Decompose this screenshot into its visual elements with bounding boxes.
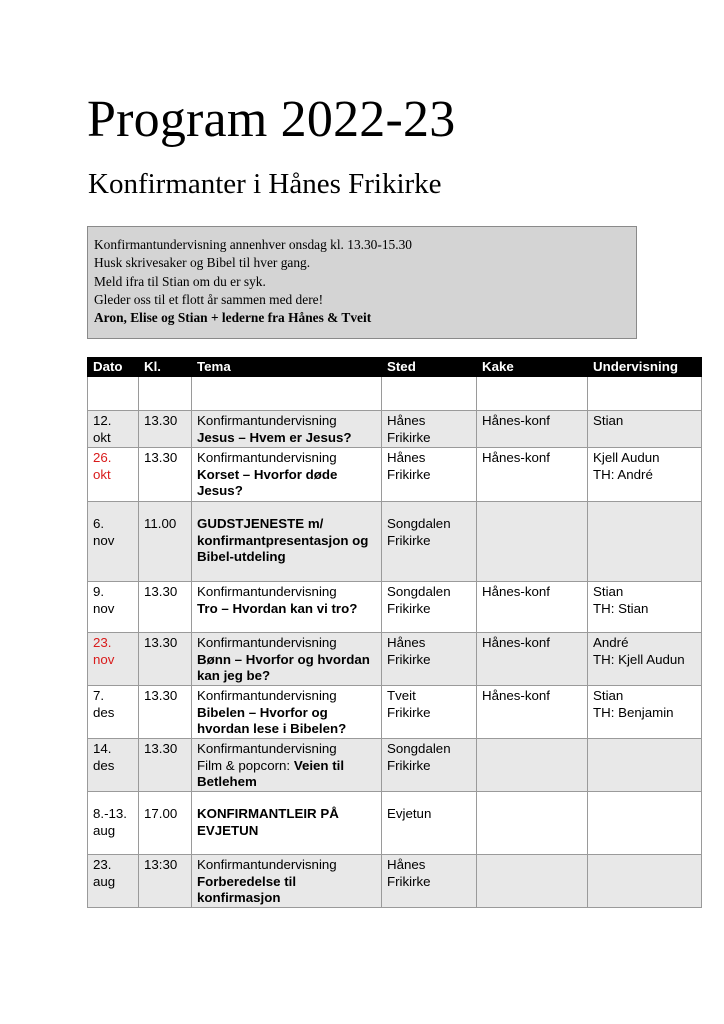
program-table <box>87 357 702 908</box>
cell-time <box>139 377 192 411</box>
table-row <box>88 686 702 739</box>
cell-kake <box>477 739 588 792</box>
table-row <box>88 502 702 582</box>
cell-time: 13.30 <box>139 411 192 448</box>
cell-time: 13.30 <box>139 633 192 686</box>
table-row <box>88 633 702 686</box>
cell-time: 13.30 <box>139 582 192 633</box>
info-signature: Aron, Elise og Stian + lederne fra Hånes & Tveit <box>94 310 372 326</box>
cell-date: 8.-13. aug <box>88 792 139 855</box>
cell-date: 7. des <box>88 686 139 739</box>
cell-tema: KONFIRMANTLEIR PÅ EVJETUN <box>192 792 382 855</box>
info-line: Konfirmantundervisning annenhver onsdag kl. 13.30-15.30 <box>94 237 412 252</box>
cell-kake: Hånes-konf <box>477 411 588 448</box>
page-title: Program 2022-23 <box>87 91 456 148</box>
info-box <box>87 226 637 339</box>
cell-time: 17.00 <box>139 792 192 855</box>
cell-undervisning: Stian TH: Benjamin <box>588 686 702 739</box>
page-subtitle: Konfirmanter i Hånes Frikirke <box>88 168 442 200</box>
cell-undervisning: Kjell Audun TH: André <box>588 448 702 502</box>
table-header-row <box>88 358 702 377</box>
cell-date: 6. nov <box>88 502 139 582</box>
cell-undervisning <box>588 739 702 792</box>
cell-date: 14. des <box>88 739 139 792</box>
table-row <box>88 411 702 448</box>
cell-kake <box>477 502 588 582</box>
cell-time: 13.30 <box>139 686 192 739</box>
cell-sted: Evjetun <box>382 792 477 855</box>
table-row <box>88 582 702 633</box>
cell-undervisning <box>588 855 702 908</box>
cell-tema: GUDSTJENESTE m/ konfirmantpresentasjon og Bibel-utdeling <box>192 502 382 582</box>
cell-tema: Konfirmantundervisning Jesus – Hvem er Jesus? <box>192 411 382 448</box>
cell-tema: Konfirmantundervisning Korset – Hvorfor døde Jesus? <box>192 448 382 502</box>
cell-tema: Konfirmantundervisning Film & popcorn: Veien til Betlehem <box>192 739 382 792</box>
column-header-tema: Tema <box>192 358 382 377</box>
cell-sted: Tveit Frikirke <box>382 686 477 739</box>
cell-kake <box>477 377 588 411</box>
cell-sted: Hånes Frikirke <box>382 855 477 908</box>
cell-date: 26. okt <box>88 448 139 502</box>
cell-undervisning: André TH: Kjell Audun <box>588 633 702 686</box>
table-row <box>88 855 702 908</box>
table-row <box>88 739 702 792</box>
cell-kake <box>477 792 588 855</box>
cell-date <box>88 377 139 411</box>
cell-date: 12. okt <box>88 411 139 448</box>
cell-time: 11.00 <box>139 502 192 582</box>
cell-time: 13:30 <box>139 855 192 908</box>
cell-sted: Hånes Frikirke <box>382 448 477 502</box>
cell-sted: Songdalen Frikirke <box>382 739 477 792</box>
cell-undervisning: Stian TH: Stian <box>588 582 702 633</box>
info-line: Gleder oss til et flott år sammen med dere! <box>94 291 324 307</box>
cell-undervisning <box>588 377 702 411</box>
cell-kake: Hånes-konf <box>477 633 588 686</box>
column-header-dato: Dato <box>88 358 139 377</box>
cell-sted: Hånes Frikirke <box>382 411 477 448</box>
table-row <box>88 377 702 411</box>
table-row <box>88 448 702 502</box>
cell-undervisning: Stian <box>588 411 702 448</box>
cell-kake <box>477 855 588 908</box>
info-line: Husk skrivesaker og Bibel til hver gang. <box>94 255 311 271</box>
cell-tema: Konfirmantundervisning Bibelen – Hvorfor og hvordan lese i Bibelen? <box>192 686 382 739</box>
cell-sted: Hånes Frikirke <box>382 633 477 686</box>
cell-tema: Konfirmantundervisning Bønn – Hvorfor og hvordan kan jeg be? <box>192 633 382 686</box>
cell-sted <box>382 377 477 411</box>
table-row <box>88 792 702 855</box>
cell-tema <box>192 377 382 411</box>
column-header-sted: Sted <box>382 358 477 377</box>
cell-kake: Hånes-konf <box>477 582 588 633</box>
cell-undervisning <box>588 792 702 855</box>
column-header-kl: Kl. <box>139 358 192 377</box>
cell-kake: Hånes-konf <box>477 686 588 739</box>
cell-tema: Konfirmantundervisning Forberedelse til konfirmasjon <box>192 855 382 908</box>
cell-date: 23. aug <box>88 855 139 908</box>
column-header-undervisning: Undervisning <box>588 358 702 377</box>
info-line: Meld ifra til Stian om du er syk. <box>94 273 266 289</box>
cell-date: 23. nov <box>88 633 139 686</box>
cell-sted: Songdalen Frikirke <box>382 502 477 582</box>
cell-undervisning <box>588 502 702 582</box>
cell-tema: Konfirmantundervisning Tro – Hvordan kan vi tro? <box>192 582 382 633</box>
cell-kake: Hånes-konf <box>477 448 588 502</box>
column-header-kake: Kake <box>477 358 588 377</box>
cell-date: 9. nov <box>88 582 139 633</box>
cell-time: 13.30 <box>139 448 192 502</box>
cell-time: 13.30 <box>139 739 192 792</box>
cell-sted: Songdalen Frikirke <box>382 582 477 633</box>
